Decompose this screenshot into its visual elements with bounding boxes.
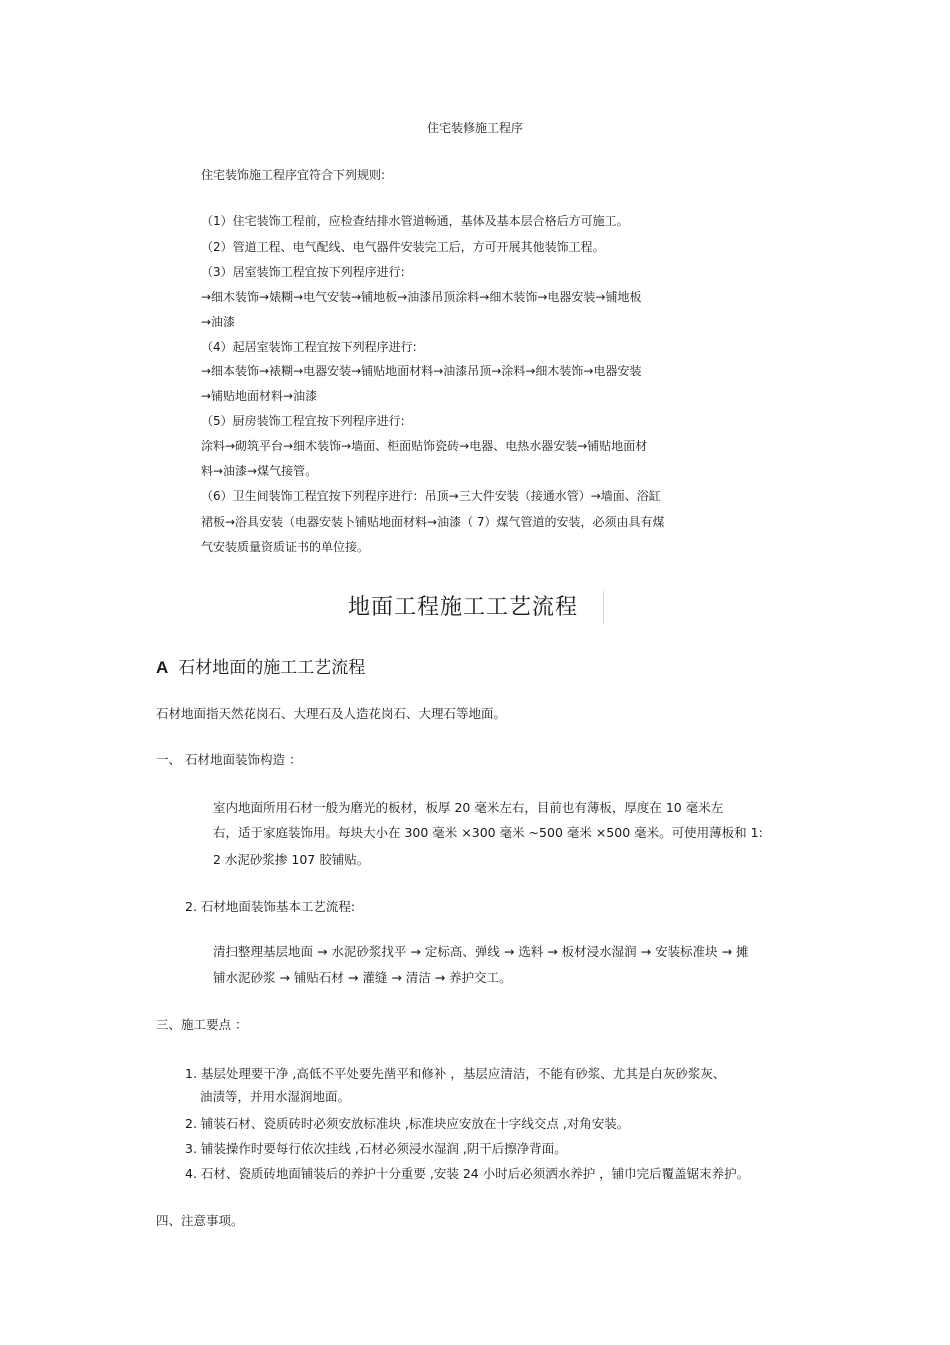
part3-item: 油渍等，并用水湿润地面。	[200, 1089, 351, 1104]
rule-line: →铺贴地面材料→油漆	[201, 389, 318, 403]
part3-title: 三、施工要点 ：	[156, 1017, 248, 1032]
part1-title: 一、 石材地面装饰构造 ：	[156, 752, 302, 767]
rule-line: →油漆	[201, 315, 236, 329]
subsection-letter: A	[156, 658, 169, 677]
rule-line: （6）卫生间装饰工程宜按下列程序进行：吊顶→三大件安装（接通水管）→墙面、浴缸	[201, 489, 661, 503]
part2-title: 2. 石材地面装饰基本工艺流程:	[185, 899, 356, 914]
part3-item: 3. 铺装操作时要每行依次挂线 ,石材必须浸水湿润 ,阴干后擦净背面。	[185, 1141, 567, 1156]
rule-line: 涂料→砌筑平台→细木装饰→墙面、柜面贴饰瓷砖→电器、电热水器安装→铺贴地面材	[201, 439, 648, 453]
subsection-heading	[156, 657, 365, 679]
rule-line: →细本装饰→裱糊→电器安装→铺贴地面材料→油漆吊顶→涂料→细木装饰→电器安装	[201, 364, 642, 378]
part1-line: 室内地面所用石材一般为磨光的板材，板厚 20 毫米左右，目前也有薄板，厚度在 10 毫米左	[213, 800, 724, 815]
part2-line: 清扫整理基层地面 → 水泥砂浆找平 → 定标高、弹线 → 选料 → 板材浸水湿润 → 安装标准块 → 摊	[213, 944, 749, 959]
intro-line: 住宅装饰施工程序宜符合下列规则:	[201, 168, 386, 182]
part3-item: 4. 石材、瓷质砖地面铺装后的养护十分重要 ,安装 24 小时后必须洒水养护 ，铺巾完后覆盖锯末养护。	[185, 1166, 750, 1181]
rule-line: 料→油漆→煤气接管。	[201, 464, 318, 478]
part3-item: 2. 铺装石材、瓷质砖时必须安放标准块 ,标准块应安放在十字线交点 ,对角安装。	[185, 1116, 630, 1131]
part1-line: 右，适于家庭装饰用。每块大小在 300 毫米 ×300 毫米 ~500 毫米 ×500 毫米。可使用薄板和 1:	[213, 825, 763, 840]
subsection-desc: 石材地面指天然花岗石、大理石及人造花岗石、大理石等地面。	[156, 706, 507, 721]
rule-line: （2）管道工程、电气配线、电气器件安装完工后，方可开展其他装饰工程。	[201, 240, 605, 254]
divider	[603, 591, 604, 624]
part3-item: 1. 基层处理要干净 ,高低不平处要先凿平和修补 ，基层应清洁，不能有砂浆、尤其是白灰砂浆灰、	[185, 1066, 726, 1081]
part2-line: 铺水泥砂浆 → 铺贴石材 → 灌缝 → 清洁 → 养护交工。	[213, 970, 512, 985]
rule-line: （3）居室装饰工程宜按下列程序进行:	[201, 265, 405, 279]
rule-line: →细木装饰→婊糊→电气安装→铺地板→油漆吊顶涂料→细木装饰→电器安装→铺地板	[201, 290, 642, 304]
subsection-title: 石材地面的施工工艺流程	[178, 658, 366, 678]
doc-title: 住宅装修施工程序	[426, 121, 523, 135]
section-title: 地面工程施工工艺流程	[348, 595, 579, 620]
rule-line: 气安装质量资质证书的单位接。	[201, 540, 370, 554]
rule-line: （4）起居室装饰工程宜按下列程序进行:	[201, 340, 417, 354]
rule-line: 裙板→浴具安装（电器安装卜铺贴地面材料→油漆（ 7）煤气管道的安装，必须由具有煤	[201, 515, 665, 529]
part4-title: 四、注意事项。	[156, 1213, 244, 1228]
rule-line: （1）住宅装饰工程前，应检查结排水管道畅通，基体及基本层合格后方可施工。	[201, 214, 629, 228]
rule-line: （5）厨房装饰工程宜按下列程序进行:	[201, 414, 405, 428]
part1-line: 2 水泥砂浆掺 107 胶铺贴。	[213, 852, 370, 867]
